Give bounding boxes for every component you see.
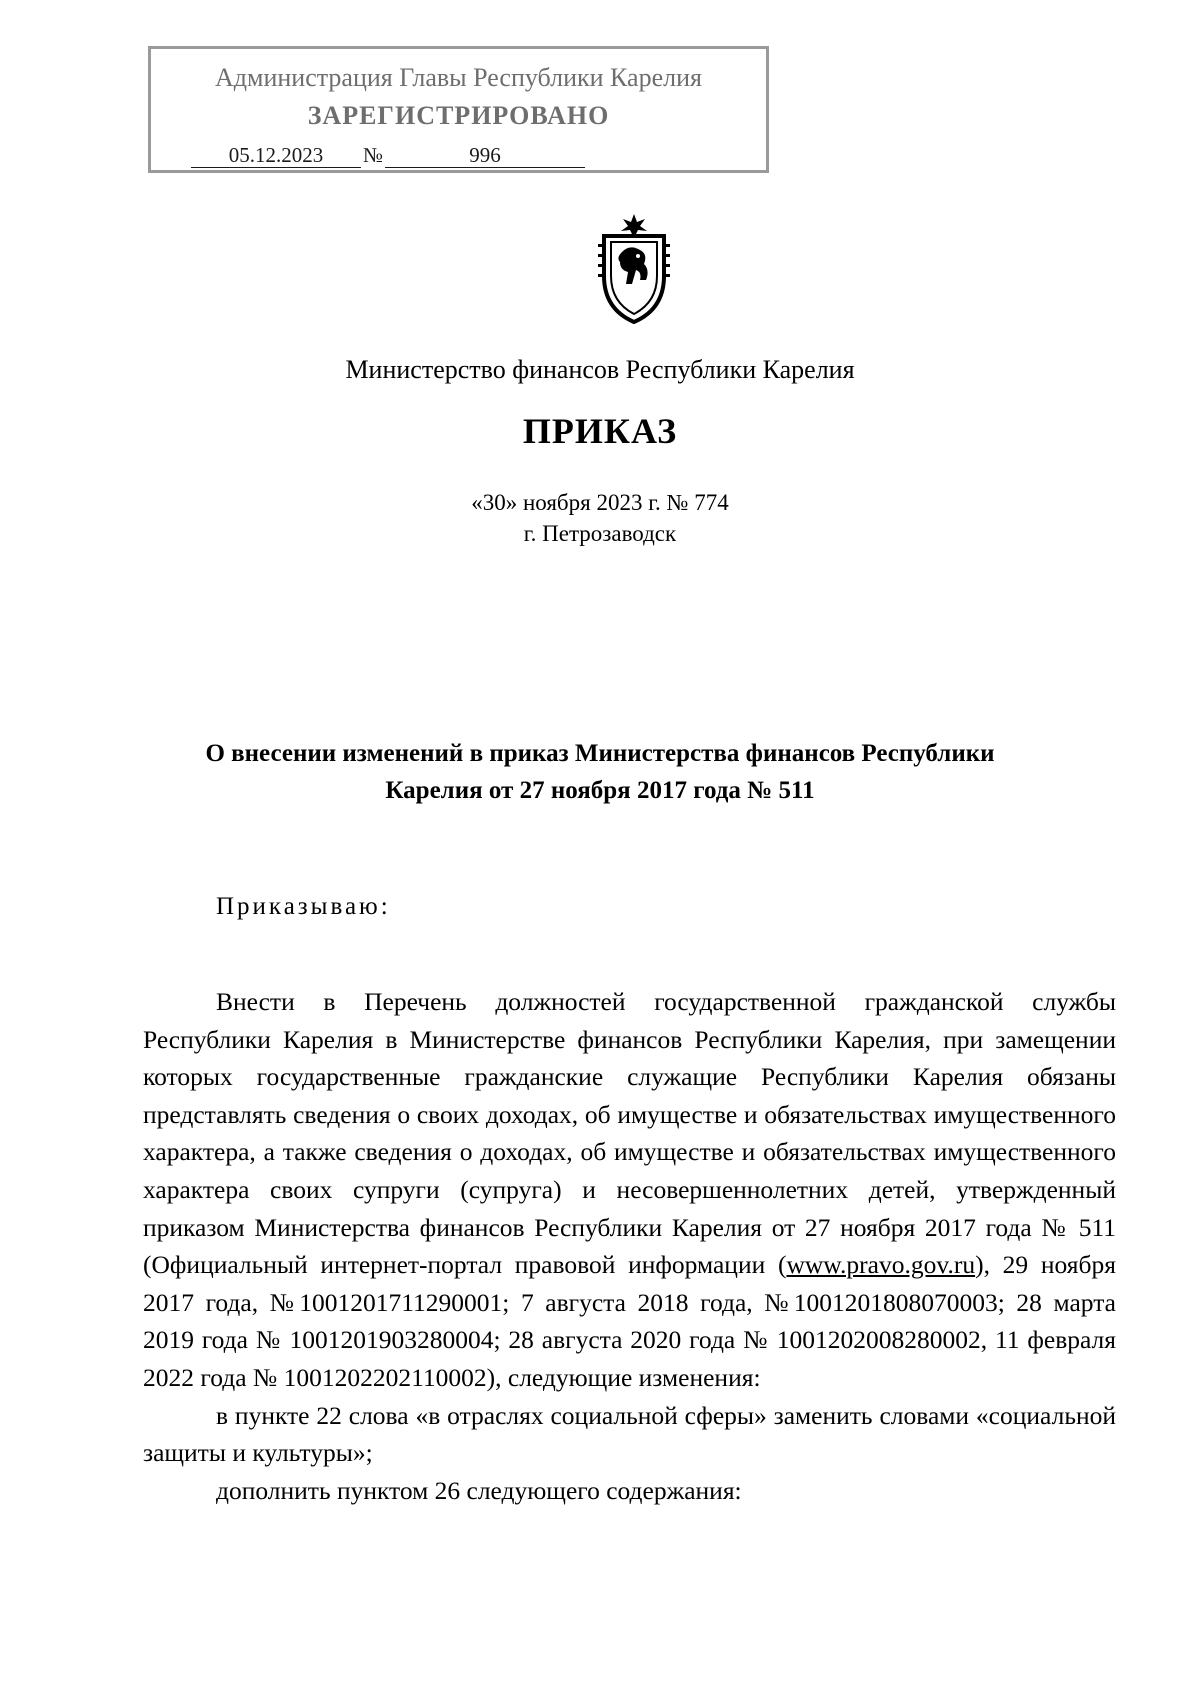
body-paragraph-3: дополнить пунктом 26 следующего содержания:: [216, 1475, 742, 1505]
document-type: ПРИКАЗ: [522, 411, 678, 451]
stamp-organization: Администрация Главы Республики Карелия: [215, 63, 702, 92]
stamp-status: ЗАРЕГИСТРИРОВАНО: [307, 101, 610, 130]
stamp-date: 05.12.2023: [191, 144, 361, 168]
registration-stamp: [148, 46, 769, 173]
subject-line-2: Карелия от 27 ноября 2017 года № 511: [385, 777, 815, 804]
body-paragraph-1: [143, 983, 1116, 1397]
document-body: [143, 983, 1116, 1509]
order-word: Приказываю:: [216, 893, 391, 920]
document-date-number: «30» ноября 2023 г. № 774: [471, 490, 729, 515]
stamp-registration-line: [191, 143, 585, 168]
document-city: г. Петрозаводск: [523, 521, 677, 546]
paragraph-1-text-end: ), 29 ноября 2017 года, №1001201711290001; 7 августа 2018 года, №1001201808070003; 28 марта 2019 года № 1001201903280004; 28 августа 2020 года № 1001202008280002, 11 февраля 2022 года № 1001202202110002), следующие изменения:: [143, 1250, 1116, 1392]
body-paragraph-2: в пункте 22 слова «в отраслях социальной сферы» заменить словами «социальной защиты и культуры»;: [143, 1400, 1116, 1468]
paragraph-1-text-start: Внести в Перечень должностей государственной гражданской службы Республики Карелия в Министерстве финансов Республики Карелия, при замещении которых государственные гражданские служащие Республики Карелия обязаны представлять сведения о своих доходах, об имуществе и обязательствах имущественного характера, а также сведения о доходах, об имуществе и обязательствах имущественного характера своих супруги (супруга) и несовершеннолетних детей, утвержденный приказом Министерства финансов Республики Карелия от 27 ноября 2017 года № 511 (Официальный интернет-портал правовой информации (: [143, 987, 1116, 1280]
subject-line-1: О внесении изменений в приказ Министерства финансов Республики: [205, 740, 995, 767]
stamp-number-sign: №: [363, 143, 384, 167]
document-subject: [0, 735, 1200, 809]
karelia-coat-of-arms-icon: [594, 214, 674, 324]
ministry-name: Министерство финансов Республики Карелия: [345, 355, 855, 384]
pravo-gov-link[interactable]: www.pravo.gov.ru: [786, 1250, 976, 1280]
stamp-number: 996: [385, 144, 585, 168]
